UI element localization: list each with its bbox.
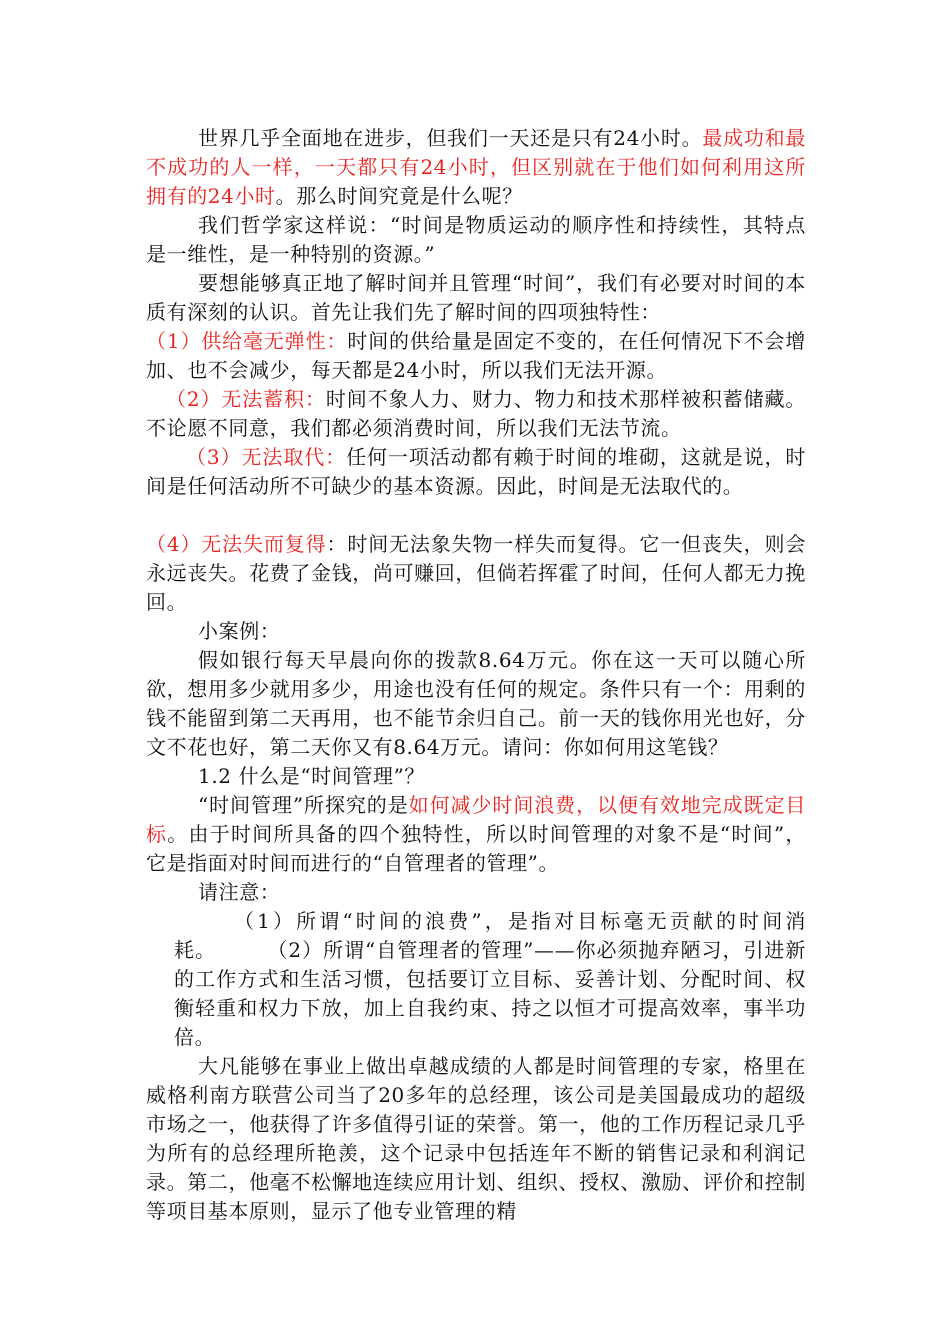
intro-text: 世界几乎全面地在进步，但我们一天还是只有24小时。 — [198, 126, 703, 150]
note-list — [146, 907, 806, 1052]
blank-line — [146, 501, 806, 530]
definition-text: “时间管理”所探究的是 — [198, 793, 409, 817]
feature-2-label: （2）无法蓄积： — [166, 387, 326, 411]
definition-paragraph — [146, 791, 806, 878]
feature-3-label: （3）无法取代： — [186, 445, 347, 469]
closing-paragraph: 大凡能够在事业上做出卓越成绩的人都是时间管理的专家，格里在威格利南方联营公司当了20多年的总经理，该公司是美国最成功的超级市场之一，他获得了许多值得引证的荣誉。第一，他的工作历程记录几乎为所有的总经理所艳羡，这个记录中包括连年不断的销售记录和利润记录。第二，他毫不松懈地连续应用计划、组织、授权、激励、评价和控制等项目基本原则，显示了他专业管理的精 — [146, 1054, 806, 1223]
feature-4-text: ：时间无法象失物一样失而复得。它一但丧失，则会永远丧失。花费了金钱，尚可赚回，但倘若挥霍了时间，任何人都无力挽回。 — [146, 532, 806, 614]
feature-3 — [146, 443, 806, 501]
intro-question: 。那么时间究竟是什么呢？ — [275, 184, 523, 208]
note-title: 请注意： — [198, 880, 281, 904]
case-paragraph: 假如银行每天早晨向你的拨款8.64万元。你在这一天可以随心所欲，想用多少就用多少，用途也没有任何的规定。条件只有一个：用剩的钱不能留到第二天再用，也不能节余归自己。前一天的钱你用光也好，分文不花也好，第二天你又有8.64万元。请问：你如何用这笔钱？ — [146, 648, 806, 759]
definition-rest: 。由于时间所具备的四个独特性，所以时间管理的对象不是“时间”，它是指面对时间而进行的“自管理者的管理”。 — [146, 822, 806, 875]
feature-2-text: 时间不象人力、财力、物力和技术那样被积蓄储藏。不论愿不同意，我们都必须消费时间，所以我们无法节流。 — [146, 387, 806, 440]
intro-paragraph — [146, 124, 806, 211]
feature-1-text: 时间的供给量是固定不变的，在任何情况下不会增加、也不会减少，每天都是24小时，所以我们无法开源。 — [146, 329, 806, 382]
nature-paragraph: 要想能够真正地了解时间并且管理“时间”，我们有必要对时间的本质有深刻的认识。首先让我们先了解时间的四项独特性： — [146, 271, 806, 324]
note-item-2: （2）所谓“自管理者的管理”——你必须抛弃陋习，引进新的工作方式和生活习惯，包括要订立目标、妥善计划、分配时间、权衡轻重和权力下放，加上自我约束、持之以恒才可提高效率，事半功倍。 — [174, 938, 807, 1049]
case-title: 小案例： — [198, 619, 281, 643]
feature-2 — [146, 385, 806, 443]
feature-1 — [146, 327, 806, 385]
feature-1-label: （1）供给毫无弹性： — [146, 329, 348, 353]
section-heading: 1.2 什么是“时间管理”？ — [198, 764, 426, 788]
definition-highlight: 如何减少时间浪费，以便有效地完成既定目标 — [146, 793, 806, 846]
document-page — [146, 124, 806, 1226]
feature-4 — [146, 530, 806, 617]
philosopher-paragraph: 我们哲学家这样说：“时间是物质运动的顺序性和持续性，其特点是一维性，是一种特别的资源。” — [146, 213, 806, 266]
note-item-1: （1）所谓“时间的浪费”，是指对目标毫无贡献的时间消耗。 — [174, 909, 806, 962]
intro-highlight: 最成功和最不成功的人一样，一天都只有24小时，但区别就在于他们如何利用这所拥有的24小时 — [146, 126, 807, 208]
feature-4-label: （4）无法失而复得 — [146, 532, 327, 556]
feature-3-text: 任何一项活动都有赖于时间的堆砌，这就是说，时间是任何活动所不可缺少的基本资源。因此，时间是无法取代的。 — [146, 445, 807, 498]
